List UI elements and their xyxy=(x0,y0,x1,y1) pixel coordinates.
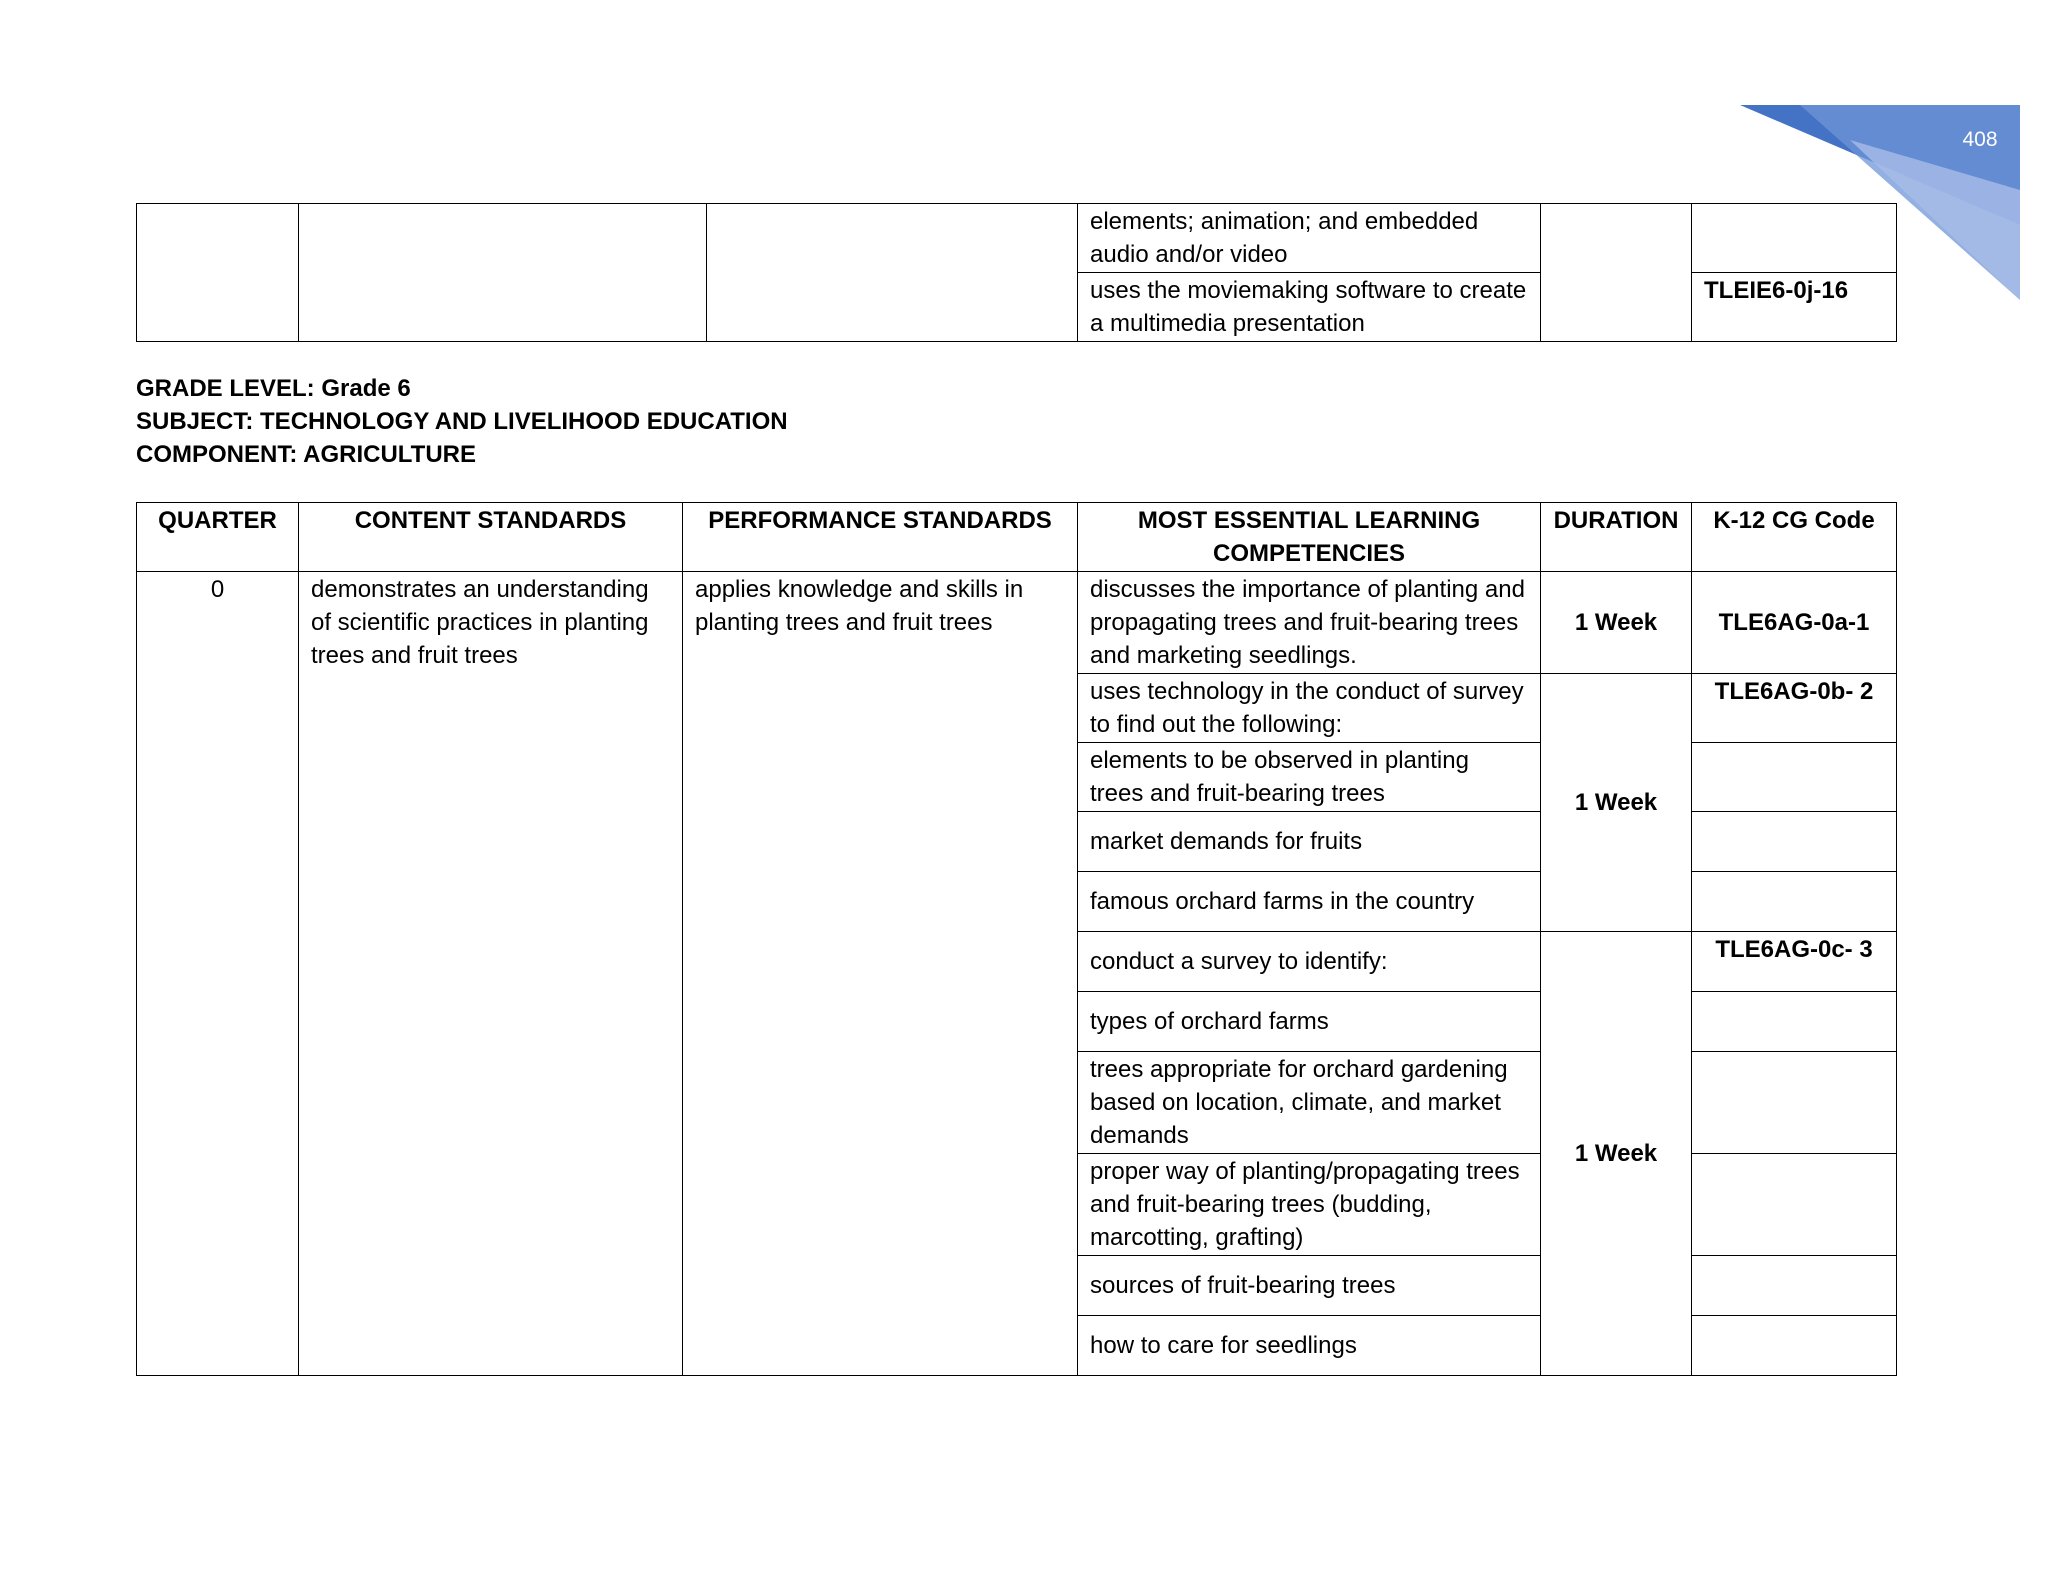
code-cell: TLE6AG-0c- 3 xyxy=(1692,932,1897,992)
header-code: K-12 CG Code xyxy=(1692,503,1897,572)
header-competencies: MOST ESSENTIAL LEARNING COMPETENCIES xyxy=(1078,503,1541,572)
performance-standard-cell: applies knowledge and skills in planting trees and fruit trees xyxy=(683,572,1078,1376)
curriculum-table xyxy=(136,502,1897,1376)
document-meta xyxy=(136,372,788,471)
code-cell xyxy=(1692,1154,1897,1256)
competency-cell: famous orchard farms in the country xyxy=(1078,872,1541,932)
component: COMPONENT: AGRICULTURE xyxy=(136,441,476,468)
competency-cell: uses the moviemaking software to create a multimedia presentation xyxy=(1078,273,1541,342)
competency-cell: how to care for seedlings xyxy=(1078,1316,1541,1376)
code-cell xyxy=(1692,1256,1897,1316)
empty-cell xyxy=(137,204,299,342)
header-quarter: QUARTER xyxy=(137,503,299,572)
competency-cell: discusses the importance of planting and propagating trees and fruit-bearing trees and marketing seedlings. xyxy=(1078,572,1541,674)
quarter-cell: 0 xyxy=(137,572,299,1376)
duration-cell: 1 Week xyxy=(1541,572,1692,674)
code-cell: TLEIE6-0j-16 xyxy=(1692,273,1897,342)
code-cell xyxy=(1692,743,1897,812)
empty-cell xyxy=(707,204,1078,342)
code-cell: TLE6AG-0b- 2 xyxy=(1692,674,1897,743)
code-cell xyxy=(1692,812,1897,872)
competency-cell: trees appropriate for orchard gardening based on location, climate, and market demands xyxy=(1078,1052,1541,1154)
page-number: 408 xyxy=(1962,128,1998,151)
competency-cell: elements to be observed in planting trees and fruit-bearing trees xyxy=(1078,743,1541,812)
continued-table xyxy=(136,203,1897,342)
table-row xyxy=(137,572,1897,674)
code-cell: TLE6AG-0a-1 xyxy=(1692,572,1897,674)
duration-cell: 1 Week xyxy=(1541,674,1692,932)
header-content-standards: CONTENT STANDARDS xyxy=(299,503,683,572)
code-cell xyxy=(1692,1316,1897,1376)
empty-cell xyxy=(1541,204,1692,342)
code-cell xyxy=(1692,1052,1897,1154)
competency-cell: uses technology in the conduct of survey to find out the following: xyxy=(1078,674,1541,743)
competency-cell: sources of fruit-bearing trees xyxy=(1078,1256,1541,1316)
competency-cell: conduct a survey to identify: xyxy=(1078,932,1541,992)
code-cell xyxy=(1692,992,1897,1052)
header-duration: DURATION xyxy=(1541,503,1692,572)
competency-cell: types of orchard farms xyxy=(1078,992,1541,1052)
competency-cell: elements; animation; and embedded audio and/or video xyxy=(1078,204,1541,273)
duration-cell: 1 Week xyxy=(1541,932,1692,1376)
grade-level: GRADE LEVEL: Grade 6 xyxy=(136,375,411,402)
content-standard-cell: demonstrates an understanding of scientific practices in planting trees and fruit trees xyxy=(299,572,683,1376)
code-cell xyxy=(1692,204,1897,273)
empty-cell xyxy=(299,204,707,342)
code-cell xyxy=(1692,872,1897,932)
competency-cell: market demands for fruits xyxy=(1078,812,1541,872)
competency-cell: proper way of planting/propagating trees and fruit-bearing trees (budding, marcotting, grafting) xyxy=(1078,1154,1541,1256)
header-row xyxy=(137,503,1897,572)
subject: SUBJECT: TECHNOLOGY AND LIVELIHOOD EDUCATION xyxy=(136,408,788,435)
header-performance-standards: PERFORMANCE STANDARDS xyxy=(683,503,1078,572)
